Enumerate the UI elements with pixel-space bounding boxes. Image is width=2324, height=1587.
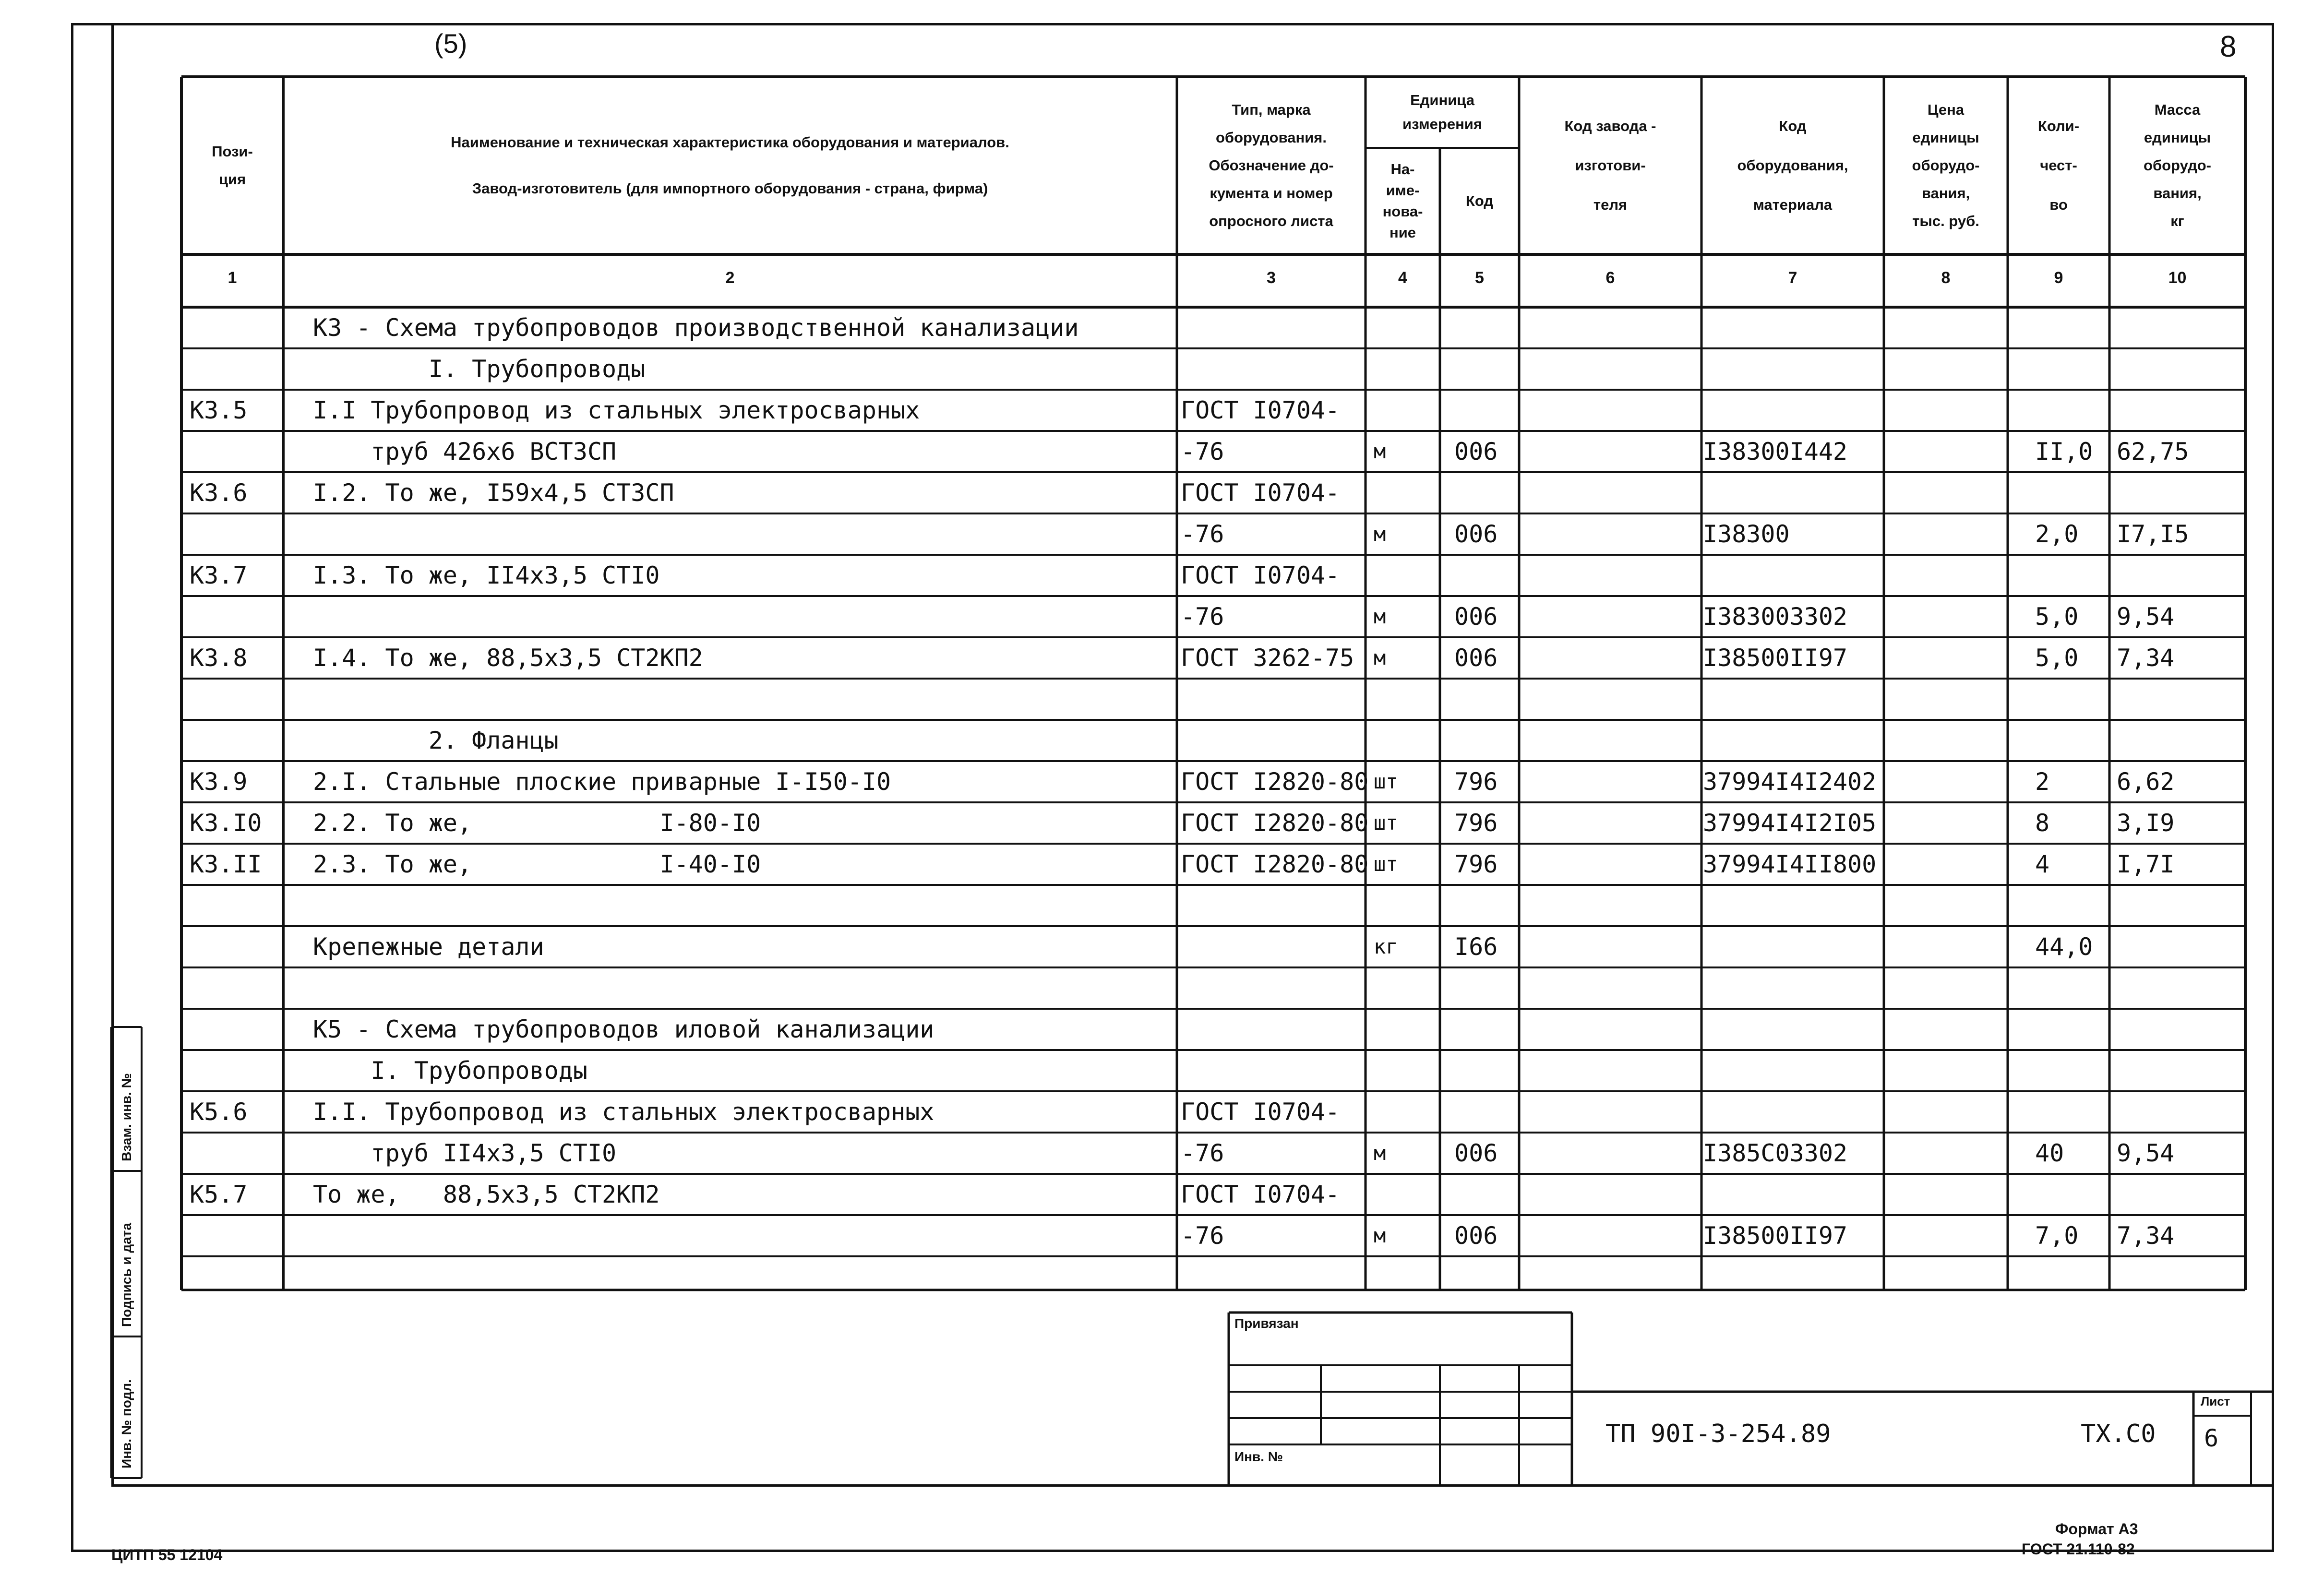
header-price-line5: тыс. руб. bbox=[1912, 213, 1979, 229]
cell-qty: 40 bbox=[2035, 1139, 2064, 1167]
header-mass-line1: Масса bbox=[2154, 101, 2201, 118]
header-unit-name-line2: име- bbox=[1386, 182, 1420, 199]
header-type-line5: опросного листа bbox=[1209, 213, 1333, 229]
column-number: 6 bbox=[1605, 269, 1615, 287]
cell-type: ГОСТ I2820-80 bbox=[1181, 809, 1369, 837]
cell-unit: м bbox=[1374, 1141, 1386, 1165]
cell-mass: 62,75 bbox=[2117, 438, 2189, 465]
cell-name: I.I. Трубопровод из стальных электросварных bbox=[313, 1098, 934, 1126]
cell-code: 006 bbox=[1454, 1139, 1498, 1167]
header-unit-name-line1: На- bbox=[1390, 161, 1415, 178]
cell-mass: 7,34 bbox=[2117, 644, 2175, 672]
header-type-line4: кумента и номер bbox=[1210, 185, 1333, 202]
cell-mass: I7,I5 bbox=[2117, 520, 2189, 548]
header-unit-name-line3: нова- bbox=[1382, 203, 1423, 220]
cipt-footer: ЦИТП 55 12104 bbox=[111, 1546, 223, 1563]
cell-name: 2.I. Стальные плоские приварные I-I50-I0 bbox=[313, 768, 891, 796]
cell-unit: м bbox=[1374, 440, 1386, 463]
column-number: 9 bbox=[2054, 269, 2063, 287]
header-material-code-line1: Код bbox=[1779, 118, 1807, 134]
cell-type: ГОСТ I0704- bbox=[1181, 1098, 1340, 1126]
cell-mass: 6,62 bbox=[2117, 768, 2175, 796]
stamp-inv-no: Инв. № bbox=[1234, 1449, 1283, 1464]
cell-qty: 7,0 bbox=[2035, 1222, 2079, 1250]
cell-name: труб II4х3,5 СТI0 bbox=[313, 1139, 617, 1167]
cell-name: I. Трубопроводы bbox=[313, 1057, 587, 1085]
cell-mat: I38300 bbox=[1703, 520, 1790, 548]
cell-code: 006 bbox=[1454, 603, 1498, 631]
cell-pos: К3.II bbox=[190, 850, 262, 878]
cell-name: То же, 88,5х3,5 СТ2КП2 bbox=[313, 1181, 660, 1208]
header-material-code bbox=[1701, 77, 1884, 254]
cell-pos: К3.I0 bbox=[190, 809, 262, 837]
header-type-line1: Тип, марка bbox=[1232, 101, 1311, 118]
cell-qty: II,0 bbox=[2035, 438, 2093, 465]
cell-name: I.4. То же, 88,5х3,5 СТ2КП2 bbox=[313, 644, 703, 672]
header-price-line4: вания, bbox=[1921, 185, 1970, 202]
header-unit-code bbox=[1440, 148, 1519, 254]
top-label: (5) bbox=[434, 28, 467, 59]
header-unit-line1: Единица bbox=[1410, 92, 1474, 108]
cell-unit: кг bbox=[1374, 935, 1398, 958]
column-number: 10 bbox=[2168, 269, 2187, 287]
header-material-code-line3: материала bbox=[1753, 196, 1833, 213]
header-plant-code bbox=[1519, 77, 1701, 254]
header-unit-name bbox=[1366, 148, 1440, 254]
column-number: 4 bbox=[1398, 269, 1407, 287]
cell-mat: 37994I4II800 bbox=[1703, 850, 1877, 878]
header-position bbox=[181, 77, 283, 254]
header-quantity-line1: Коли- bbox=[2037, 118, 2080, 134]
cell-pos: К3.7 bbox=[190, 561, 248, 589]
stamp-sheet-label: Лист bbox=[2201, 1394, 2230, 1408]
header-name bbox=[283, 77, 1177, 254]
header-type bbox=[1177, 77, 1366, 254]
cell-qty: 5,0 bbox=[2035, 603, 2079, 631]
header-unit-code-line1: Код bbox=[1465, 192, 1494, 209]
cell-qty: 5,0 bbox=[2035, 644, 2079, 672]
side-label-podpis: Подпись и дата bbox=[119, 1223, 134, 1327]
header-material-code-line2: оборудования, bbox=[1737, 157, 1848, 174]
cell-pos: К5.7 bbox=[190, 1181, 248, 1208]
cell-name: труб 426х6 ВСТ3СП bbox=[313, 438, 617, 465]
cell-type: ГОСТ I2820-80 bbox=[1181, 768, 1369, 796]
cell-mat: I38500II97 bbox=[1703, 644, 1848, 672]
header-mass-line2: единицы bbox=[2144, 129, 2211, 146]
cell-type: -76 bbox=[1181, 603, 1224, 631]
cell-type: ГОСТ I0704- bbox=[1181, 561, 1340, 589]
side-label-inv-podl: Инв. № подл. bbox=[119, 1379, 134, 1468]
cell-code: I66 bbox=[1454, 933, 1498, 961]
cell-unit: м bbox=[1374, 1224, 1386, 1247]
cell-code: 006 bbox=[1454, 438, 1498, 465]
header-name-line2: Завод-изготовитель (для импортного оборудования - страна, фирма) bbox=[472, 180, 988, 197]
cell-name: 2.3. То же, I-40-I0 bbox=[313, 850, 761, 878]
header-quantity-line2: чест- bbox=[2040, 157, 2077, 174]
cell-unit: шт bbox=[1374, 852, 1398, 876]
cell-mat: 37994I4I2402 bbox=[1703, 768, 1877, 796]
header-mass-line4: вания, bbox=[2153, 185, 2202, 202]
header-type-line3: Обозначение до- bbox=[1209, 157, 1334, 174]
header-plant-code-line2: изготови- bbox=[1575, 157, 1646, 174]
cell-mass: 9,54 bbox=[2117, 1139, 2175, 1167]
cell-mass: 7,34 bbox=[2117, 1222, 2175, 1250]
cell-unit: м bbox=[1374, 605, 1386, 628]
page-corner-number: 8 bbox=[2220, 30, 2237, 63]
header-price-line2: единицы bbox=[1912, 129, 1979, 146]
cell-type: -76 bbox=[1181, 1139, 1224, 1167]
cell-type: ГОСТ 3262-75 bbox=[1181, 644, 1354, 672]
cell-code: 796 bbox=[1454, 850, 1498, 878]
header-plant-code-line1: Код завода - bbox=[1564, 118, 1656, 134]
cell-name: I. Трубопроводы bbox=[313, 355, 646, 383]
header-plant-code-line3: теля bbox=[1593, 196, 1628, 213]
cell-name: 2. Фланцы bbox=[313, 727, 559, 754]
header-mass-line3: оборудо- bbox=[2144, 157, 2211, 174]
cell-type: ГОСТ I2820-80 bbox=[1181, 850, 1369, 878]
cell-name: I.2. То же, I59х4,5 СТ3СП bbox=[313, 479, 674, 507]
cell-mat: I383003302 bbox=[1703, 603, 1848, 631]
column-number: 2 bbox=[725, 269, 735, 287]
header-price-line1: Цена bbox=[1927, 101, 1965, 118]
gost-footer: ГОСТ 21.110-82 bbox=[2022, 1540, 2135, 1558]
cell-mass: 3,I9 bbox=[2117, 809, 2175, 837]
cell-pos: К3.6 bbox=[190, 479, 248, 507]
cell-name: Крепежные детали bbox=[313, 933, 544, 961]
cell-name: I.I Трубопровод из стальных электросварных bbox=[313, 396, 920, 424]
cell-type: -76 bbox=[1181, 438, 1224, 465]
column-number: 1 bbox=[228, 269, 237, 287]
column-number: 7 bbox=[1788, 269, 1797, 287]
cell-type: ГОСТ I0704- bbox=[1181, 396, 1340, 424]
cell-code: 006 bbox=[1454, 1222, 1498, 1250]
cell-name: I.3. То же, II4х3,5 СТI0 bbox=[313, 561, 660, 589]
cell-code: 006 bbox=[1454, 644, 1498, 672]
cell-mass: 9,54 bbox=[2117, 603, 2175, 631]
header-name-line1: Наименование и техническая характеристика оборудования и материалов. bbox=[451, 134, 1009, 151]
side-label-vzam: Взам. инв. № bbox=[119, 1073, 134, 1161]
cell-pos: К5.6 bbox=[190, 1098, 248, 1126]
cell-name: К5 - Схема трубопроводов иловой канализации bbox=[313, 1015, 934, 1043]
header-position-line1: Пози- bbox=[212, 143, 253, 160]
cell-pos: К3.5 bbox=[190, 396, 248, 424]
stamp-sheet-number: 6 bbox=[2204, 1424, 2219, 1452]
format-label: Формат А3 bbox=[2055, 1520, 2138, 1538]
cell-qty: 8 bbox=[2035, 809, 2050, 837]
header-price-line3: оборудо- bbox=[1912, 157, 1980, 174]
column-number: 8 bbox=[1941, 269, 1951, 287]
cell-qty: 2 bbox=[2035, 768, 2050, 796]
cell-mat: I38500II97 bbox=[1703, 1222, 1848, 1250]
cell-pos: К3.9 bbox=[190, 768, 248, 796]
cell-mat: I38300I442 bbox=[1703, 438, 1848, 465]
header-price bbox=[1884, 77, 2008, 254]
cell-pos: К3.8 bbox=[190, 644, 248, 672]
header-mass bbox=[2109, 77, 2245, 254]
stamp-doc-mark: ТХ.С0 bbox=[2081, 1420, 2156, 1448]
cell-name: К3 - Схема трубопроводов производственной канализации bbox=[313, 314, 1079, 342]
header-unit-line2: измерения bbox=[1402, 116, 1482, 132]
stamp-privyazan: Привязан bbox=[1234, 1316, 1299, 1331]
cell-unit: шт bbox=[1374, 811, 1398, 835]
cell-type: -76 bbox=[1181, 520, 1224, 548]
header-position-line2: ция bbox=[218, 171, 246, 188]
header-quantity-line3: во bbox=[2049, 196, 2068, 213]
cell-qty: 2,0 bbox=[2035, 520, 2079, 548]
cell-mat: I385C03302 bbox=[1703, 1139, 1848, 1167]
cell-type: ГОСТ I0704- bbox=[1181, 1181, 1340, 1208]
cell-code: 796 bbox=[1454, 809, 1498, 837]
column-number: 5 bbox=[1475, 269, 1484, 287]
cell-qty: 44,0 bbox=[2035, 933, 2093, 961]
cell-unit: м bbox=[1374, 522, 1386, 546]
column-number: 3 bbox=[1267, 269, 1276, 287]
cell-name: 2.2. То же, I-80-I0 bbox=[313, 809, 761, 837]
header-unit bbox=[1366, 77, 1519, 148]
cell-code: 006 bbox=[1454, 520, 1498, 548]
cell-mass: I,7I bbox=[2117, 850, 2175, 878]
stamp-doc-code: ТП 90I-3-254.89 bbox=[1605, 1420, 1831, 1448]
cell-code: 796 bbox=[1454, 768, 1498, 796]
cell-unit: шт bbox=[1374, 770, 1398, 793]
header-quantity bbox=[2008, 77, 2109, 254]
cell-qty: 4 bbox=[2035, 850, 2050, 878]
header-type-line2: оборудования. bbox=[1215, 129, 1327, 146]
header-unit-name-line4: ние bbox=[1389, 224, 1416, 241]
cell-unit: м bbox=[1374, 646, 1386, 669]
cell-type: ГОСТ I0704- bbox=[1181, 479, 1340, 507]
header-mass-line5: кг bbox=[2170, 213, 2184, 229]
cell-type: -76 bbox=[1181, 1222, 1224, 1250]
cell-mat: 37994I4I2I05 bbox=[1703, 809, 1877, 837]
